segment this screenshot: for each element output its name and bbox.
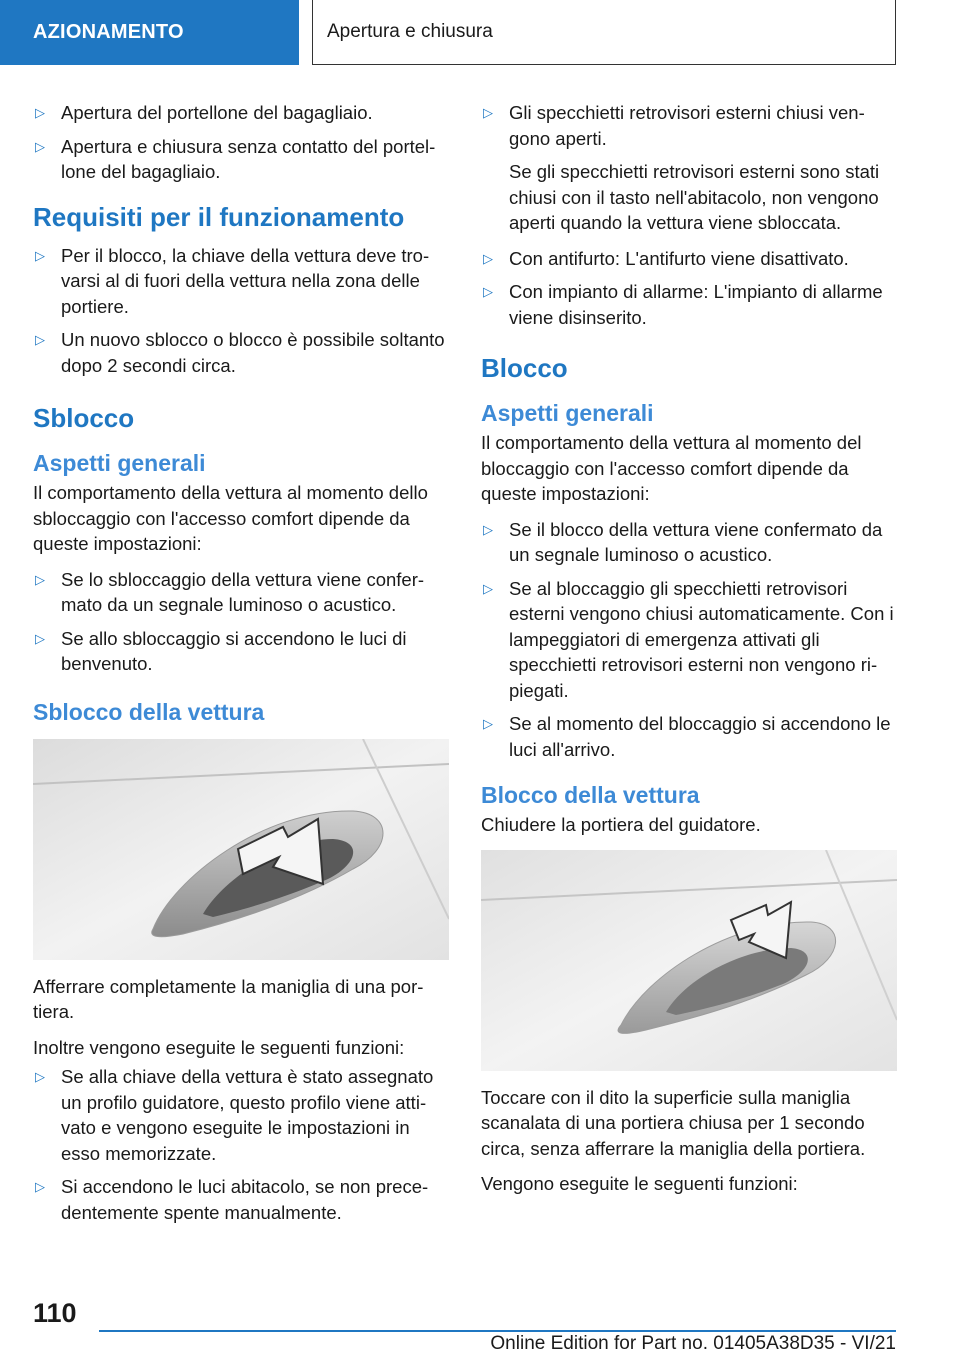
bullet-list (481, 100, 897, 151)
paragraph: Chiudere la portiera del guidatore. (481, 814, 761, 835)
paragraph: Toccare con il dito la superficie sulla maniglia scanalata di una portiera chiusa per 1 secondo circa, senza afferrare la maniglia della portiera. (481, 1086, 866, 1159)
door-handle-unlock-photo (33, 739, 449, 960)
list-item: ▷ Con antifurto: L'antifurto viene disattivato. (481, 246, 897, 272)
door-handle-lock-photo (481, 850, 897, 1071)
header-topic (312, 0, 896, 65)
list-item: ▷ Con impianto di allarme: L'impianto di allarme viene disinserito. (481, 279, 897, 330)
heading-sblocco-vettura: Sblocco della vettura (33, 698, 265, 725)
paragraph: Afferrare completamente la maniglia di una portiera. (33, 975, 424, 1022)
list-item: ▷ Se al momento del bloccaggio si accendono le luci all'arrivo. (481, 711, 897, 762)
heading-aspetti-generali: Aspetti generali (33, 450, 206, 476)
right-column (481, 100, 897, 1207)
footer-divider (99, 1330, 896, 1332)
list-item: ▷ Un nuovo sblocco o blocco è possibile soltanto dopo 2 secondi circa. (33, 327, 449, 378)
list-item: ▷ Se alla chiave della vettura è stato assegnato un profilo guidatore, questo profilo viene attivato e vengono eseguite le impostazioni in esso memorizzate. (33, 1064, 449, 1166)
bullet-list (481, 246, 897, 331)
paragraph: Il comportamento della vettura al momento dello sbloccaggio con l'accesso comfort dipende da queste impostazioni: (33, 482, 428, 554)
heading-aspetti-generali: Aspetti generali (481, 400, 654, 426)
list-item: ▷ Se al bloccaggio gli specchietti retrovisori esterni vengono chiusi automaticamente. Con i lampeggiatori di emergenza attivati gli specchietti retrovisori esterni non vengono ripiegati. (481, 576, 897, 704)
heading-sblocco: Sblocco (33, 403, 135, 433)
bullet-list (33, 100, 449, 185)
bullet-list (481, 517, 897, 763)
heading-blocco: Blocco (481, 353, 568, 383)
heading-blocco-vettura: Blocco della vettura (481, 782, 700, 808)
footer-edition: Online Edition for Part no. 01405A38D35 - VI/21 (490, 1333, 896, 1354)
bullet-list (33, 243, 449, 379)
paragraph: Il comportamento della vettura al momento del bloccaggio con l'accesso comfort dipende da queste impostazioni: (481, 432, 862, 504)
paragraph: Inoltre vengono eseguite le seguenti funzioni: (33, 1036, 405, 1058)
list-item: ▷ Se allo sbloccaggio si accendono le luci di benvenuto. (33, 626, 449, 677)
header-section-label: AZIONAMENTO (33, 21, 184, 43)
list-item: ▷ Apertura e chiusura senza contatto del portellone del bagagliaio. (33, 134, 449, 185)
bullet-list (33, 567, 449, 677)
list-item-text: Gli specchietti retrovisori esterni chiusi vengono aperti. (509, 102, 865, 149)
list-item: ▷ Apertura del portellone del bagagliaio. (33, 100, 449, 126)
header-topic-label: Apertura e chiusura (327, 21, 493, 42)
page-number: 110 (33, 1298, 77, 1328)
paragraph: Vengono eseguite le seguenti funzioni: (481, 1173, 798, 1194)
header-section (0, 0, 299, 65)
bullet-list (33, 1064, 449, 1225)
list-item (481, 100, 897, 151)
list-item: ▷ Se il blocco della vettura viene confermato da un segnale luminoso o acustico. (481, 517, 897, 568)
heading-requirements: Requisiti per il funzionamento (33, 201, 405, 232)
paragraph: Se gli specchietti retrovisori esterni sono stati chiusi con il tasto nell'abitacolo, non vengono aperti quando la vettura viene sbloccata. (509, 161, 880, 233)
list-item: ▷ Si accendono le luci abitacolo, se non precedentemente spente manualmente. (33, 1174, 449, 1225)
left-column (33, 100, 449, 1234)
list-item: ▷ Se lo sbloccaggio della vettura viene confermato da un segnale luminoso o acustico. (33, 567, 449, 618)
list-item: ▷ Per il blocco, la chiave della vettura deve trovarsi al di fuori della vettura nella zona delle portiere. (33, 243, 449, 320)
